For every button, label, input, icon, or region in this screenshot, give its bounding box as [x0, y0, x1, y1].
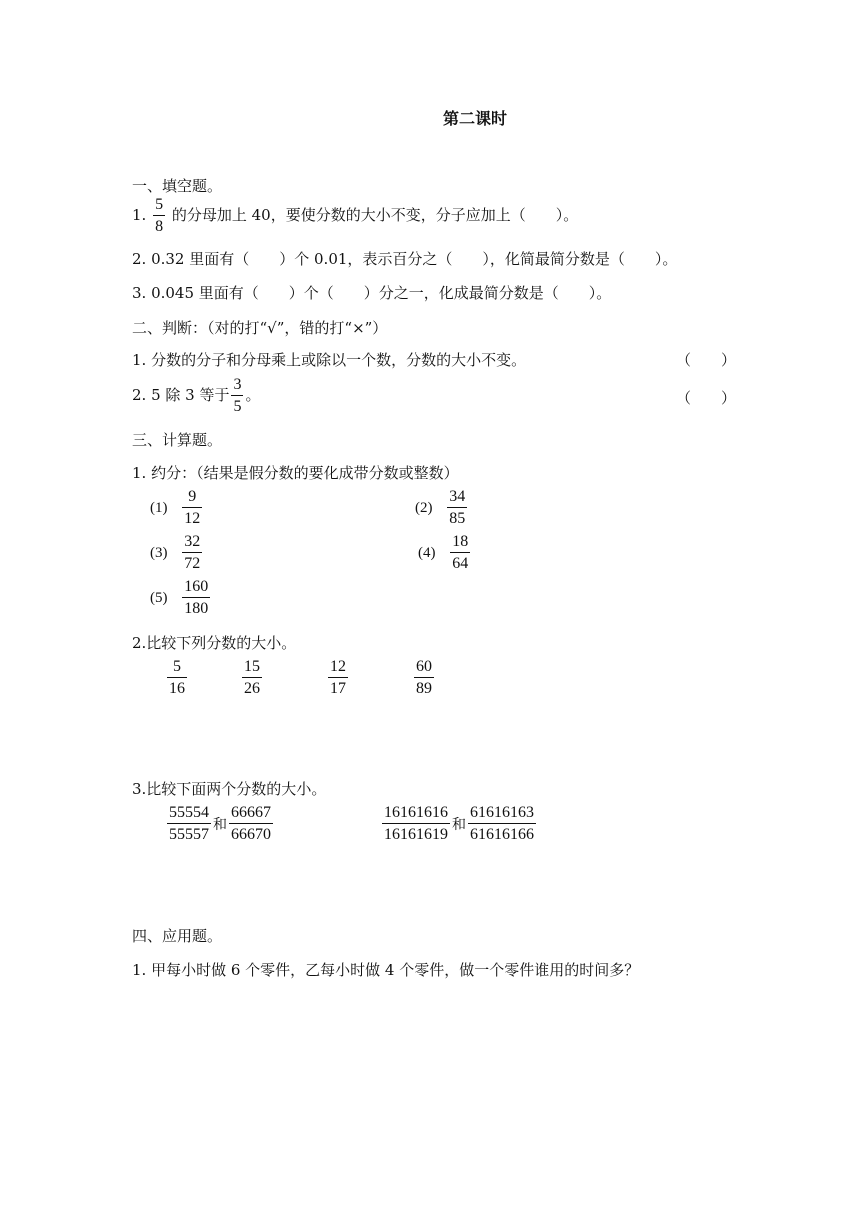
section4-heading: 四、应用题。 — [132, 927, 223, 945]
section3-heading: 三、计算题。 — [132, 431, 223, 449]
fraction — [447, 489, 467, 527]
s3-q1-label: 1. 约分：（结果是假分数的要化成带分数或整数） — [132, 464, 459, 482]
s2-q2-fraction — [231, 377, 243, 415]
compare-fraction-4 — [412, 659, 436, 697]
fraction-numerator: 66667 — [231, 804, 271, 821]
fraction-numerator: 160 — [184, 578, 209, 595]
fraction — [468, 805, 536, 843]
fraction-numerator: 15 — [244, 658, 260, 675]
fraction — [242, 659, 262, 697]
fraction-denominator: 66670 — [229, 823, 273, 843]
fraction-denominator: 16 — [167, 677, 187, 697]
item-label: (5) — [150, 590, 168, 606]
fraction — [450, 534, 470, 572]
reduce-item-5 — [150, 579, 212, 617]
s1-q1-number: 1. — [132, 206, 147, 224]
s2-q2-suffix: 。 — [245, 386, 261, 404]
fraction — [167, 659, 187, 697]
and-word: 和 — [213, 817, 227, 833]
s2-q1-answer-paren: （ ） — [676, 351, 737, 369]
fraction — [382, 805, 450, 843]
reduce-item-3 — [150, 534, 204, 572]
fraction-numerator: 12 — [330, 658, 346, 675]
item-label: (3) — [150, 545, 168, 561]
fraction-denominator: 26 — [242, 677, 262, 697]
fraction-denominator: 72 — [182, 552, 202, 572]
s2-question-2 — [132, 377, 261, 415]
fraction-denominator: 16161619 — [382, 823, 450, 843]
fraction-numerator: 55554 — [169, 804, 209, 821]
compare-pair-1 — [165, 805, 275, 843]
fraction-numerator: 3 — [233, 376, 242, 393]
item-label: (2) — [415, 500, 433, 516]
fraction — [414, 659, 434, 697]
fraction — [182, 489, 202, 527]
fraction-numerator: 34 — [449, 488, 466, 505]
s3-q3-label: 3.比较下面两个分数的大小。 — [132, 780, 327, 798]
fraction-denominator: 180 — [182, 597, 210, 617]
fraction-numerator: 61616163 — [470, 804, 534, 821]
section1-heading: 一、填空题。 — [132, 177, 223, 195]
reduce-item-1 — [150, 489, 204, 527]
s3-q2-label: 2.比较下列分数的大小。 — [132, 634, 297, 652]
and-word: 和 — [452, 817, 466, 833]
fraction-numerator: 9 — [188, 488, 197, 505]
s1-question-3: 3. 0.045 里面有（ ）个（ ）分之一，化成最简分数是（ ）。 — [132, 284, 612, 302]
fraction-numerator: 16161616 — [384, 804, 448, 821]
s1-q1-fraction — [153, 197, 165, 235]
s2-q2-text: 2. 5 除 3 等于 — [132, 386, 230, 404]
fraction-denominator: 17 — [328, 677, 348, 697]
fraction-denominator: 8 — [153, 215, 165, 235]
fraction-denominator: 12 — [182, 507, 202, 527]
fraction — [182, 534, 202, 572]
fraction-denominator: 89 — [414, 677, 434, 697]
fraction — [229, 805, 273, 843]
fraction-denominator: 85 — [447, 507, 467, 527]
fraction-denominator: 5 — [231, 395, 243, 415]
fraction-numerator: 60 — [416, 658, 432, 675]
item-label: (4) — [418, 545, 436, 561]
reduce-item-2 — [415, 489, 469, 527]
s4-question-1: 1. 甲每小时做 6 个零件，乙每小时做 4 个零件，做一个零件谁用的时间多？ — [132, 961, 640, 979]
fraction-denominator: 61616166 — [468, 823, 536, 843]
fraction-denominator: 55557 — [167, 823, 211, 843]
fraction — [328, 659, 348, 697]
s2-q2-answer-paren: （ ） — [676, 389, 737, 407]
compare-pair-2 — [380, 805, 538, 843]
page-title: 第二课时 — [443, 109, 508, 128]
fraction-numerator: 18 — [452, 533, 469, 550]
s2-question-1: 1. 分数的分子和分母乘上或除以一个数，分数的大小不变。 — [132, 351, 527, 369]
s1-q1-text: 的分母加上 40，要使分数的大小不变，分子应加上（ ）。 — [171, 206, 579, 224]
fraction-numerator: 5 — [173, 658, 181, 675]
fraction-denominator: 64 — [450, 552, 470, 572]
s1-question-1 — [132, 197, 578, 235]
section2-heading: 二、判断：（对的打“√”，错的打“×”） — [132, 319, 388, 337]
fraction-numerator: 32 — [184, 533, 201, 550]
compare-fraction-1 — [165, 659, 189, 697]
compare-fraction-2 — [240, 659, 264, 697]
compare-fraction-3 — [326, 659, 350, 697]
fraction-numerator: 5 — [155, 196, 164, 213]
fraction — [182, 579, 210, 617]
fraction — [167, 805, 211, 843]
reduce-item-4 — [418, 534, 472, 572]
item-label: (1) — [150, 500, 168, 516]
s1-question-2: 2. 0.32 里面有（ ）个 0.01，表示百分之（ ），化简最简分数是（ ）。 — [132, 250, 678, 268]
